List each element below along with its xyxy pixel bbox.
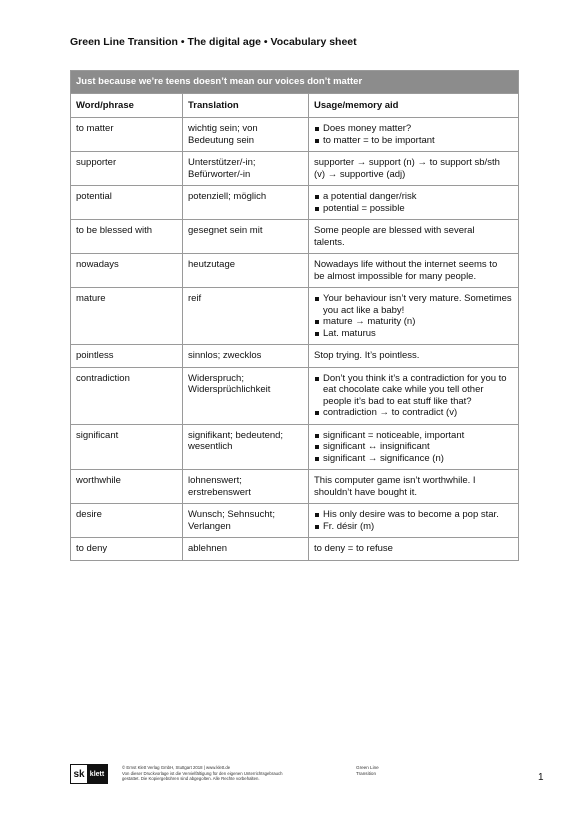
word-cell: to matter xyxy=(71,118,183,152)
word-cell: desire xyxy=(71,504,183,538)
publisher-logo xyxy=(70,764,108,784)
translation-line: Widerspruch; xyxy=(188,372,244,384)
translation-cell xyxy=(183,254,309,288)
usage-item: significant → significance (n) xyxy=(314,453,513,465)
translation-cell xyxy=(183,345,309,368)
table-row xyxy=(71,220,519,254)
copyright-line: © Ernst Klett Verlag GmbH, Stuttgart 2018 | www.klett.de xyxy=(122,765,231,770)
table-row xyxy=(71,424,519,470)
usage-cell xyxy=(309,254,519,288)
copyright-line: Von dieser Druckvorlage ist die Vervielfältigung für den eigenen Unterrichtsgebrauch xyxy=(122,770,283,776)
table-row xyxy=(71,254,519,288)
usage-cell xyxy=(309,367,519,424)
table-row xyxy=(71,186,519,220)
usage-list xyxy=(314,373,513,419)
usage-item: contradiction → to contradict (v) xyxy=(314,407,513,419)
table-row xyxy=(71,538,519,561)
column-header-word: Word/phrase xyxy=(71,93,183,118)
word-cell: pointless xyxy=(71,345,183,368)
translation-cell xyxy=(183,288,309,345)
usage-cell xyxy=(309,118,519,152)
translation-cell xyxy=(183,424,309,470)
table-row xyxy=(71,118,519,152)
translation-line: potenziell; möglich xyxy=(188,191,267,202)
usage-item: to matter = to be important xyxy=(314,135,513,147)
word-cell: nowadays xyxy=(71,254,183,288)
translation-cell xyxy=(183,186,309,220)
word-cell: to be blessed with xyxy=(71,220,183,254)
usage-item: Lat. maturus xyxy=(314,328,513,340)
usage-line: Some people are blessed with several xyxy=(314,225,475,236)
logo-left: sk xyxy=(71,765,87,783)
page-title: Green Line Transition • The digital age • Vocabulary sheet xyxy=(70,36,357,48)
translation-cell xyxy=(183,152,309,186)
usage-cell xyxy=(309,152,519,186)
word-cell: potential xyxy=(71,186,183,220)
usage-line: supporter → support (n) → to support sb/sth xyxy=(314,157,500,168)
usage-cell xyxy=(309,424,519,470)
usage-list xyxy=(314,430,513,465)
translation-line: Verlangen xyxy=(188,520,231,532)
word-cell: to deny xyxy=(71,538,183,561)
usage-cell xyxy=(309,186,519,220)
table-row xyxy=(71,345,519,368)
usage-line: Stop trying. It’s pointless. xyxy=(314,350,420,361)
word-cell: supporter xyxy=(71,152,183,186)
usage-cell xyxy=(309,504,519,538)
usage-cell xyxy=(309,538,519,561)
logo-right: klett xyxy=(87,765,107,783)
usage-item: His only desire was to become a pop star. xyxy=(314,509,513,521)
column-header-usage: Usage/memory aid xyxy=(309,93,519,118)
word-cell: significant xyxy=(71,424,183,470)
usage-item: Does money matter? xyxy=(314,123,513,135)
translation-line: reif xyxy=(188,293,202,304)
usage-item: Don’t you think it’s a contradiction for you to eat chocolate cake while you tell other people it’s bad to eat stuff like that? xyxy=(314,373,513,408)
usage-list xyxy=(314,123,513,146)
usage-line: be almost impossible for many people. xyxy=(314,270,477,282)
word-cell: mature xyxy=(71,288,183,345)
usage-cell xyxy=(309,345,519,368)
series-name xyxy=(356,765,379,776)
footer xyxy=(70,763,550,787)
usage-cell xyxy=(309,470,519,504)
translation-line: Bedeutung sein xyxy=(188,134,255,146)
usage-cell xyxy=(309,288,519,345)
table-row xyxy=(71,288,519,345)
usage-item: potential = possible xyxy=(314,203,513,215)
table-body xyxy=(71,118,519,561)
usage-item: significant = noticeable, important xyxy=(314,430,513,442)
usage-line: Nowadays life without the internet seems to xyxy=(314,259,498,270)
table-row xyxy=(71,367,519,424)
usage-item: a potential danger/risk xyxy=(314,191,513,203)
table-row xyxy=(71,504,519,538)
translation-line: Wunsch; Sehnsucht; xyxy=(188,509,275,520)
column-header-translation: Translation xyxy=(183,93,309,118)
usage-cell xyxy=(309,220,519,254)
word-cell: worthwhile xyxy=(71,470,183,504)
copyright-line: gestattet. Die Kopiergebühren sind abgegolten. Alle Rechte vorbehalten. xyxy=(122,776,260,782)
copyright-notice xyxy=(122,765,372,782)
translation-line: wesentlich xyxy=(188,441,233,452)
usage-line: This computer game isn’t worthwhile. I xyxy=(314,475,476,486)
table-row xyxy=(71,152,519,186)
usage-line: shouldn’t have bought it. xyxy=(314,486,417,498)
translation-cell xyxy=(183,538,309,561)
table-row xyxy=(71,470,519,504)
usage-item: Your behaviour isn’t very mature. Sometimes you act like a baby! xyxy=(314,293,513,316)
translation-line: heutzutage xyxy=(188,259,236,270)
usage-list xyxy=(314,509,513,532)
usage-list xyxy=(314,293,513,339)
translation-line: gesegnet sein mit xyxy=(188,225,263,236)
usage-line: talents. xyxy=(314,236,345,248)
translation-cell xyxy=(183,118,309,152)
translation-cell xyxy=(183,367,309,424)
translation-line: lohnenswert; xyxy=(188,475,242,486)
translation-line: Widersprüchlichkeit xyxy=(188,384,271,395)
table-banner-row xyxy=(71,71,519,94)
table-header-row xyxy=(71,93,519,118)
series-line: Green Line xyxy=(356,765,379,770)
translation-line: Unterstützer/-in; xyxy=(188,157,256,168)
translation-line: wichtig sein; von xyxy=(188,123,258,134)
translation-line: signifikant; bedeutend; xyxy=(188,429,284,441)
translation-line: ablehnen xyxy=(188,543,228,554)
vocabulary-table xyxy=(70,70,519,561)
usage-item: significant ↔ insignificant xyxy=(314,441,513,453)
table-banner: Just because we’re teens doesn’t mean our voices don’t matter xyxy=(71,71,519,94)
series-line: Transition xyxy=(356,770,376,776)
usage-list xyxy=(314,191,513,214)
word-cell: contradiction xyxy=(71,367,183,424)
translation-cell xyxy=(183,470,309,504)
translation-cell xyxy=(183,220,309,254)
translation-cell xyxy=(183,504,309,538)
usage-line: to deny = to refuse xyxy=(314,543,393,554)
usage-item: Fr. désir (m) xyxy=(314,521,513,533)
translation-line: Befürworter/-in xyxy=(188,168,251,180)
translation-line: sinnlos; zwecklos xyxy=(188,350,262,361)
translation-line: erstrebenswert xyxy=(188,486,251,498)
usage-item: mature → maturity (n) xyxy=(314,316,513,328)
page-number: 1 xyxy=(538,772,544,783)
usage-line: (v) → supportive (adj) xyxy=(314,168,406,180)
